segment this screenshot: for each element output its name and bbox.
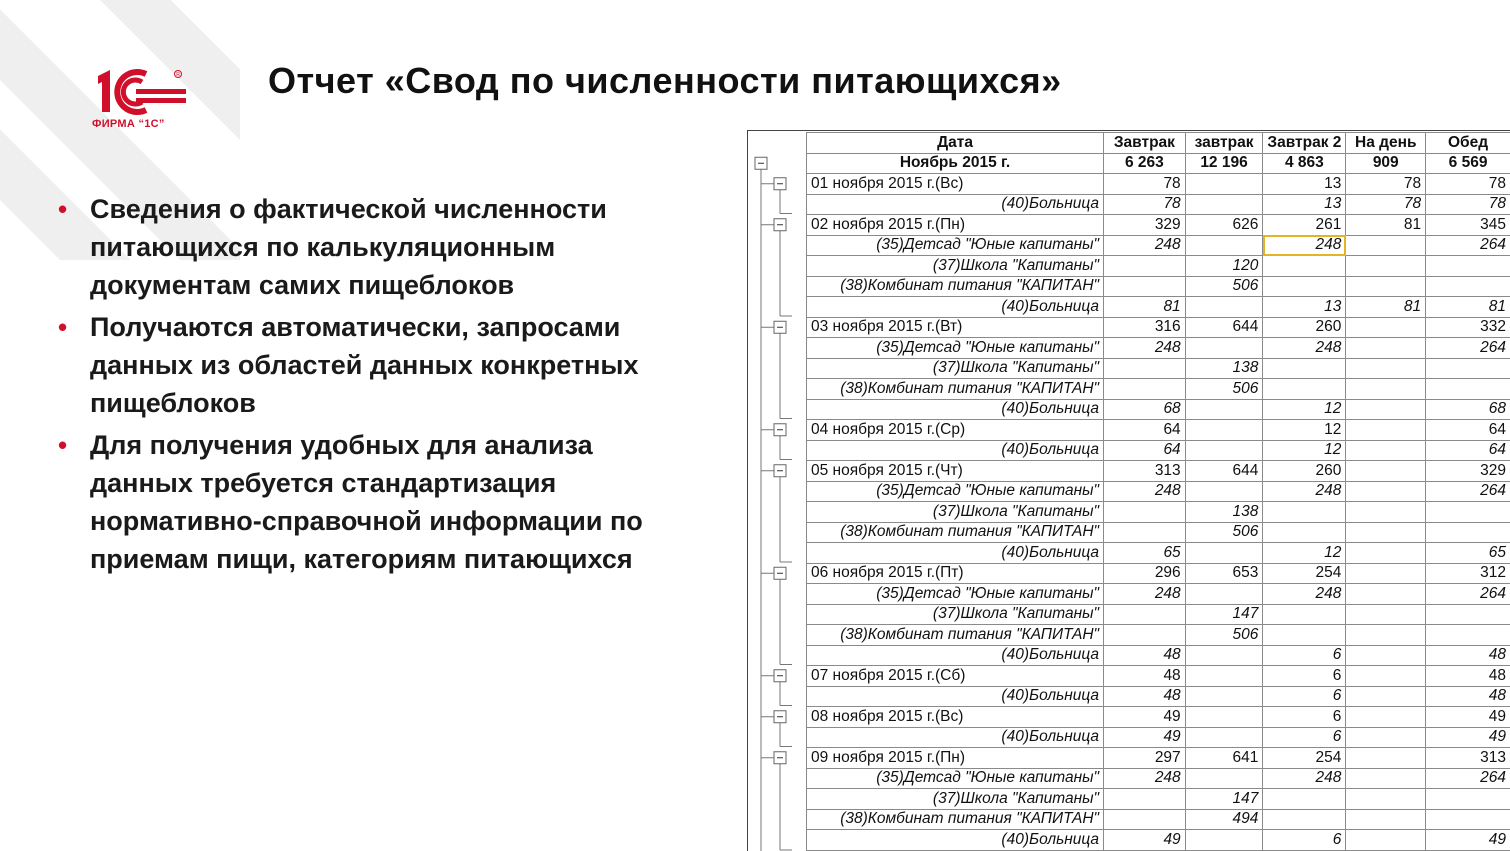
value-cell[interactable] (1263, 809, 1346, 830)
department-label[interactable]: (40)Больница (807, 440, 1104, 461)
value-cell[interactable]: 316 (1104, 317, 1186, 338)
value-cell[interactable] (1185, 235, 1263, 256)
value-cell[interactable]: 49 (1104, 727, 1186, 748)
value-cell[interactable]: 264 (1426, 235, 1510, 256)
bullet-list (58, 190, 698, 582)
value-cell[interactable]: 64 (1426, 440, 1510, 461)
value-cell[interactable]: 78 (1104, 174, 1186, 195)
day-label[interactable]: 01 ноября 2015 г.(Вс) (807, 174, 1104, 195)
value-cell[interactable] (1346, 707, 1426, 728)
value-cell[interactable] (1346, 543, 1426, 564)
department-label[interactable]: (37)Школа "Капитаны" (807, 502, 1104, 523)
department-label[interactable]: (35)Детсад "Юные капитаны" (807, 481, 1104, 502)
department-label[interactable]: (35)Детсад "Юные капитаны" (807, 235, 1104, 256)
department-row[interactable] (807, 256, 1510, 277)
value-cell[interactable]: 313 (1426, 748, 1510, 769)
value-cell[interactable]: 264 (1426, 338, 1510, 359)
department-label[interactable]: (40)Больница (807, 543, 1104, 564)
department-label[interactable]: (40)Больница (807, 399, 1104, 420)
value-cell[interactable] (1426, 502, 1510, 523)
value-cell[interactable]: 506 (1185, 379, 1263, 400)
day-row[interactable] (807, 666, 1510, 687)
value-cell[interactable] (1346, 830, 1426, 851)
value-cell[interactable] (1185, 297, 1263, 318)
logo-1c-mark (92, 68, 188, 118)
value-cell[interactable]: 261 (1263, 215, 1346, 236)
svg-text:R: R (176, 72, 180, 78)
slide-title: Отчет «Свод по численности питающихся» (268, 60, 1062, 102)
header-lunch: Обед (1426, 133, 1510, 154)
total-value: 909 (1346, 153, 1426, 174)
department-row[interactable] (807, 830, 1510, 851)
day-row[interactable] (807, 563, 1510, 584)
value-cell[interactable] (1185, 399, 1263, 420)
value-cell[interactable]: 13 (1263, 174, 1346, 195)
value-cell[interactable] (1104, 256, 1186, 277)
value-cell[interactable] (1185, 686, 1263, 707)
department-row[interactable] (807, 379, 1510, 400)
header-row (807, 133, 1510, 154)
value-cell[interactable]: 78 (1426, 194, 1510, 215)
department-label[interactable]: (40)Больница (807, 727, 1104, 748)
value-cell[interactable]: 254 (1263, 563, 1346, 584)
value-cell[interactable] (1185, 194, 1263, 215)
value-cell[interactable]: 48 (1104, 686, 1186, 707)
value-cell[interactable]: 264 (1426, 768, 1510, 789)
logo-caption: ФИРМА “1С” (92, 118, 165, 130)
department-label[interactable]: (38)Комбинат питания "КАПИТАН" (807, 379, 1104, 400)
value-cell[interactable]: 248 (1263, 768, 1346, 789)
value-cell[interactable]: 248 (1263, 338, 1346, 359)
value-cell[interactable] (1346, 625, 1426, 646)
day-row[interactable] (807, 461, 1510, 482)
department-label[interactable]: (40)Больница (807, 830, 1104, 851)
value-cell[interactable] (1263, 522, 1346, 543)
value-cell[interactable]: 313 (1104, 461, 1186, 482)
value-cell[interactable] (1346, 461, 1426, 482)
value-cell[interactable]: 138 (1185, 502, 1263, 523)
day-row[interactable] (807, 748, 1510, 769)
value-cell[interactable] (1185, 830, 1263, 851)
firm-1c-logo (92, 68, 192, 136)
value-cell[interactable] (1104, 358, 1186, 379)
value-cell[interactable] (1346, 604, 1426, 625)
day-row[interactable] (807, 317, 1510, 338)
header-date: Дата (807, 133, 1104, 154)
value-cell[interactable]: 6 (1263, 727, 1346, 748)
value-cell[interactable] (1346, 789, 1426, 810)
value-cell[interactable]: 147 (1185, 789, 1263, 810)
department-row[interactable] (807, 502, 1510, 523)
value-cell[interactable] (1263, 789, 1346, 810)
department-row[interactable] (807, 768, 1510, 789)
value-cell[interactable] (1263, 358, 1346, 379)
department-row[interactable] (807, 358, 1510, 379)
department-label[interactable]: (38)Комбинат питания "КАПИТАН" (807, 625, 1104, 646)
value-cell[interactable] (1185, 666, 1263, 687)
day-label[interactable]: 08 ноября 2015 г.(Вс) (807, 707, 1104, 728)
total-row[interactable] (807, 153, 1510, 174)
value-cell[interactable]: 248 (1263, 235, 1346, 256)
value-cell[interactable]: 12 (1263, 399, 1346, 420)
bullet-item: • Получаются автоматически, запросами данных из областей данных конкретных пищеблоков (58, 308, 698, 422)
department-row[interactable] (807, 440, 1510, 461)
value-cell[interactable]: 64 (1426, 420, 1510, 441)
day-row[interactable] (807, 707, 1510, 728)
value-cell[interactable] (1346, 379, 1426, 400)
day-label[interactable]: 06 ноября 2015 г.(Пт) (807, 563, 1104, 584)
value-cell[interactable]: 6 (1263, 707, 1346, 728)
day-label[interactable]: 04 ноября 2015 г.(Ср) (807, 420, 1104, 441)
tree-gutter (748, 131, 806, 851)
department-row[interactable] (807, 789, 1510, 810)
value-cell[interactable]: 12 (1263, 543, 1346, 564)
value-cell[interactable]: 13 (1263, 297, 1346, 318)
value-cell[interactable] (1185, 584, 1263, 605)
value-cell[interactable]: 64 (1104, 420, 1186, 441)
value-cell[interactable] (1185, 645, 1263, 666)
value-cell[interactable] (1104, 604, 1186, 625)
value-cell[interactable]: 248 (1104, 768, 1186, 789)
value-cell[interactable]: 48 (1426, 666, 1510, 687)
value-cell[interactable] (1346, 645, 1426, 666)
value-cell[interactable]: 248 (1104, 235, 1186, 256)
value-cell[interactable] (1185, 420, 1263, 441)
department-label[interactable]: (35)Детсад "Юные капитаны" (807, 584, 1104, 605)
department-row[interactable] (807, 584, 1510, 605)
value-cell[interactable]: 68 (1104, 399, 1186, 420)
value-cell[interactable]: 653 (1185, 563, 1263, 584)
value-cell[interactable] (1346, 235, 1426, 256)
value-cell[interactable] (1426, 809, 1510, 830)
department-row[interactable] (807, 727, 1510, 748)
value-cell[interactable] (1346, 440, 1426, 461)
value-cell[interactable] (1346, 563, 1426, 584)
day-row[interactable] (807, 215, 1510, 236)
department-row[interactable] (807, 399, 1510, 420)
department-label[interactable]: (40)Больница (807, 686, 1104, 707)
value-cell[interactable] (1346, 502, 1426, 523)
value-cell[interactable]: 12 (1263, 420, 1346, 441)
value-cell[interactable]: 506 (1185, 276, 1263, 297)
department-row[interactable] (807, 625, 1510, 646)
day-label[interactable]: 05 ноября 2015 г.(Чт) (807, 461, 1104, 482)
value-cell[interactable] (1346, 727, 1426, 748)
value-cell[interactable] (1426, 276, 1510, 297)
value-cell[interactable]: 626 (1185, 215, 1263, 236)
value-cell[interactable]: 49 (1426, 727, 1510, 748)
report-table (806, 132, 1510, 851)
value-cell[interactable] (1104, 379, 1186, 400)
value-cell[interactable] (1346, 584, 1426, 605)
value-cell[interactable] (1263, 625, 1346, 646)
value-cell[interactable] (1185, 727, 1263, 748)
day-row[interactable] (807, 420, 1510, 441)
value-cell[interactable]: 332 (1426, 317, 1510, 338)
value-cell[interactable]: 644 (1185, 317, 1263, 338)
total-value: 6 569 (1426, 153, 1510, 174)
value-cell[interactable]: 68 (1426, 399, 1510, 420)
value-cell[interactable] (1426, 256, 1510, 277)
value-cell[interactable]: 78 (1346, 194, 1426, 215)
department-label[interactable]: (35)Детсад "Юные капитаны" (807, 768, 1104, 789)
value-cell[interactable]: 49 (1104, 707, 1186, 728)
value-cell[interactable]: 65 (1426, 543, 1510, 564)
total-value: 6 263 (1104, 153, 1186, 174)
department-label[interactable]: (38)Комбинат питания "КАПИТАН" (807, 522, 1104, 543)
department-row[interactable] (807, 338, 1510, 359)
department-row[interactable] (807, 235, 1510, 256)
value-cell[interactable] (1185, 481, 1263, 502)
department-label[interactable]: (38)Комбинат питания "КАПИТАН" (807, 809, 1104, 830)
value-cell[interactable]: 506 (1185, 522, 1263, 543)
department-row[interactable] (807, 645, 1510, 666)
value-cell[interactable] (1346, 317, 1426, 338)
department-row[interactable] (807, 686, 1510, 707)
value-cell[interactable] (1263, 502, 1346, 523)
total-value: 12 196 (1185, 153, 1263, 174)
value-cell[interactable]: 49 (1426, 707, 1510, 728)
total-label: Ноябрь 2015 г. (807, 153, 1104, 174)
header-per-day: На день (1346, 133, 1426, 154)
header-breakfast-lower: завтрак (1185, 133, 1263, 154)
header-breakfast-2: Завтрак 2 (1263, 133, 1346, 154)
value-cell[interactable] (1346, 768, 1426, 789)
value-cell[interactable]: 64 (1104, 440, 1186, 461)
value-cell[interactable]: 138 (1185, 358, 1263, 379)
department-label[interactable]: (38)Комбинат питания "КАПИТАН" (807, 276, 1104, 297)
department-label[interactable]: (37)Школа "Капитаны" (807, 604, 1104, 625)
value-cell[interactable] (1346, 481, 1426, 502)
value-cell[interactable] (1263, 379, 1346, 400)
department-label[interactable]: (35)Детсад "Юные капитаны" (807, 338, 1104, 359)
value-cell[interactable] (1104, 789, 1186, 810)
value-cell[interactable] (1346, 522, 1426, 543)
department-label[interactable]: (37)Школа "Капитаны" (807, 256, 1104, 277)
value-cell[interactable]: 248 (1263, 481, 1346, 502)
day-label[interactable]: 09 ноября 2015 г.(Пн) (807, 748, 1104, 769)
value-cell[interactable] (1185, 440, 1263, 461)
department-label[interactable]: (37)Школа "Капитаны" (807, 358, 1104, 379)
value-cell[interactable]: 254 (1263, 748, 1346, 769)
day-label[interactable]: 02 ноября 2015 г.(Пн) (807, 215, 1104, 236)
bullet-item: • Для получения удобных для анализа данных требуется стандартизация нормативно-справочной информации по приемам пищи, категориям питающихся (58, 426, 698, 578)
value-cell[interactable] (1263, 276, 1346, 297)
value-cell[interactable]: 120 (1185, 256, 1263, 277)
value-cell[interactable] (1426, 522, 1510, 543)
department-row[interactable] (807, 481, 1510, 502)
value-cell[interactable]: 81 (1104, 297, 1186, 318)
value-cell[interactable] (1346, 809, 1426, 830)
value-cell[interactable] (1346, 686, 1426, 707)
value-cell[interactable] (1346, 748, 1426, 769)
value-cell[interactable] (1104, 502, 1186, 523)
department-label[interactable]: (40)Больница (807, 297, 1104, 318)
value-cell[interactable]: 345 (1426, 215, 1510, 236)
value-cell[interactable]: 78 (1346, 174, 1426, 195)
value-cell[interactable]: 12 (1263, 440, 1346, 461)
total-value: 4 863 (1263, 153, 1346, 174)
value-cell[interactable]: 6 (1263, 666, 1346, 687)
value-cell[interactable]: 329 (1104, 215, 1186, 236)
value-cell[interactable]: 296 (1104, 563, 1186, 584)
value-cell[interactable] (1346, 666, 1426, 687)
value-cell[interactable] (1104, 625, 1186, 646)
value-cell[interactable]: 6 (1263, 830, 1346, 851)
value-cell[interactable] (1346, 358, 1426, 379)
department-row[interactable] (807, 276, 1510, 297)
header-breakfast: Завтрак (1104, 133, 1186, 154)
day-label[interactable]: 03 ноября 2015 г.(Вт) (807, 317, 1104, 338)
value-cell[interactable]: 13 (1263, 194, 1346, 215)
department-row[interactable] (807, 809, 1510, 830)
value-cell[interactable]: 49 (1104, 830, 1186, 851)
value-cell[interactable]: 48 (1104, 666, 1186, 687)
value-cell[interactable] (1104, 522, 1186, 543)
value-cell[interactable] (1185, 174, 1263, 195)
value-cell[interactable] (1346, 276, 1426, 297)
value-cell[interactable]: 248 (1104, 338, 1186, 359)
value-cell[interactable]: 260 (1263, 461, 1346, 482)
value-cell[interactable] (1104, 276, 1186, 297)
value-cell[interactable]: 641 (1185, 748, 1263, 769)
value-cell[interactable]: 6 (1263, 686, 1346, 707)
value-cell[interactable]: 297 (1104, 748, 1186, 769)
value-cell[interactable] (1346, 338, 1426, 359)
value-cell[interactable]: 6 (1263, 645, 1346, 666)
value-cell[interactable] (1263, 256, 1346, 277)
value-cell[interactable]: 49 (1426, 830, 1510, 851)
value-cell[interactable] (1346, 399, 1426, 420)
value-cell[interactable]: 260 (1263, 317, 1346, 338)
report-panel (747, 130, 1510, 851)
value-cell[interactable] (1185, 543, 1263, 564)
department-row[interactable] (807, 194, 1510, 215)
value-cell[interactable]: 248 (1104, 584, 1186, 605)
value-cell[interactable] (1185, 768, 1263, 789)
value-cell[interactable] (1346, 256, 1426, 277)
department-row[interactable] (807, 297, 1510, 318)
value-cell[interactable]: 78 (1104, 194, 1186, 215)
value-cell[interactable]: 264 (1426, 481, 1510, 502)
value-cell[interactable]: 506 (1185, 625, 1263, 646)
value-cell[interactable]: 78 (1426, 174, 1510, 195)
department-row[interactable] (807, 604, 1510, 625)
value-cell[interactable]: 81 (1346, 297, 1426, 318)
value-cell[interactable]: 248 (1263, 584, 1346, 605)
value-cell[interactable] (1426, 379, 1510, 400)
value-cell[interactable]: 312 (1426, 563, 1510, 584)
value-cell[interactable]: 48 (1426, 686, 1510, 707)
value-cell[interactable]: 494 (1185, 809, 1263, 830)
value-cell[interactable] (1426, 358, 1510, 379)
value-cell[interactable] (1263, 604, 1346, 625)
department-label[interactable]: (40)Больница (807, 194, 1104, 215)
value-cell[interactable]: 329 (1426, 461, 1510, 482)
value-cell[interactable] (1185, 707, 1263, 728)
day-label[interactable]: 07 ноября 2015 г.(Сб) (807, 666, 1104, 687)
value-cell[interactable]: 264 (1426, 584, 1510, 605)
value-cell[interactable]: 48 (1104, 645, 1186, 666)
value-cell[interactable]: 48 (1426, 645, 1510, 666)
value-cell[interactable]: 644 (1185, 461, 1263, 482)
department-row[interactable] (807, 522, 1510, 543)
bullet-item: • Сведения о фактической численности питающихся по калькуляционным документам самих пищеблоков (58, 190, 698, 304)
department-row[interactable] (807, 543, 1510, 564)
value-cell[interactable] (1346, 420, 1426, 441)
value-cell[interactable]: 81 (1426, 297, 1510, 318)
value-cell[interactable] (1185, 338, 1263, 359)
value-cell[interactable]: 248 (1104, 481, 1186, 502)
value-cell[interactable]: 147 (1185, 604, 1263, 625)
value-cell[interactable]: 81 (1346, 215, 1426, 236)
value-cell[interactable] (1426, 625, 1510, 646)
value-cell[interactable] (1426, 604, 1510, 625)
day-row[interactable] (807, 174, 1510, 195)
value-cell[interactable] (1104, 809, 1186, 830)
department-label[interactable]: (40)Больница (807, 645, 1104, 666)
value-cell[interactable]: 65 (1104, 543, 1186, 564)
department-label[interactable]: (37)Школа "Капитаны" (807, 789, 1104, 810)
value-cell[interactable] (1426, 789, 1510, 810)
